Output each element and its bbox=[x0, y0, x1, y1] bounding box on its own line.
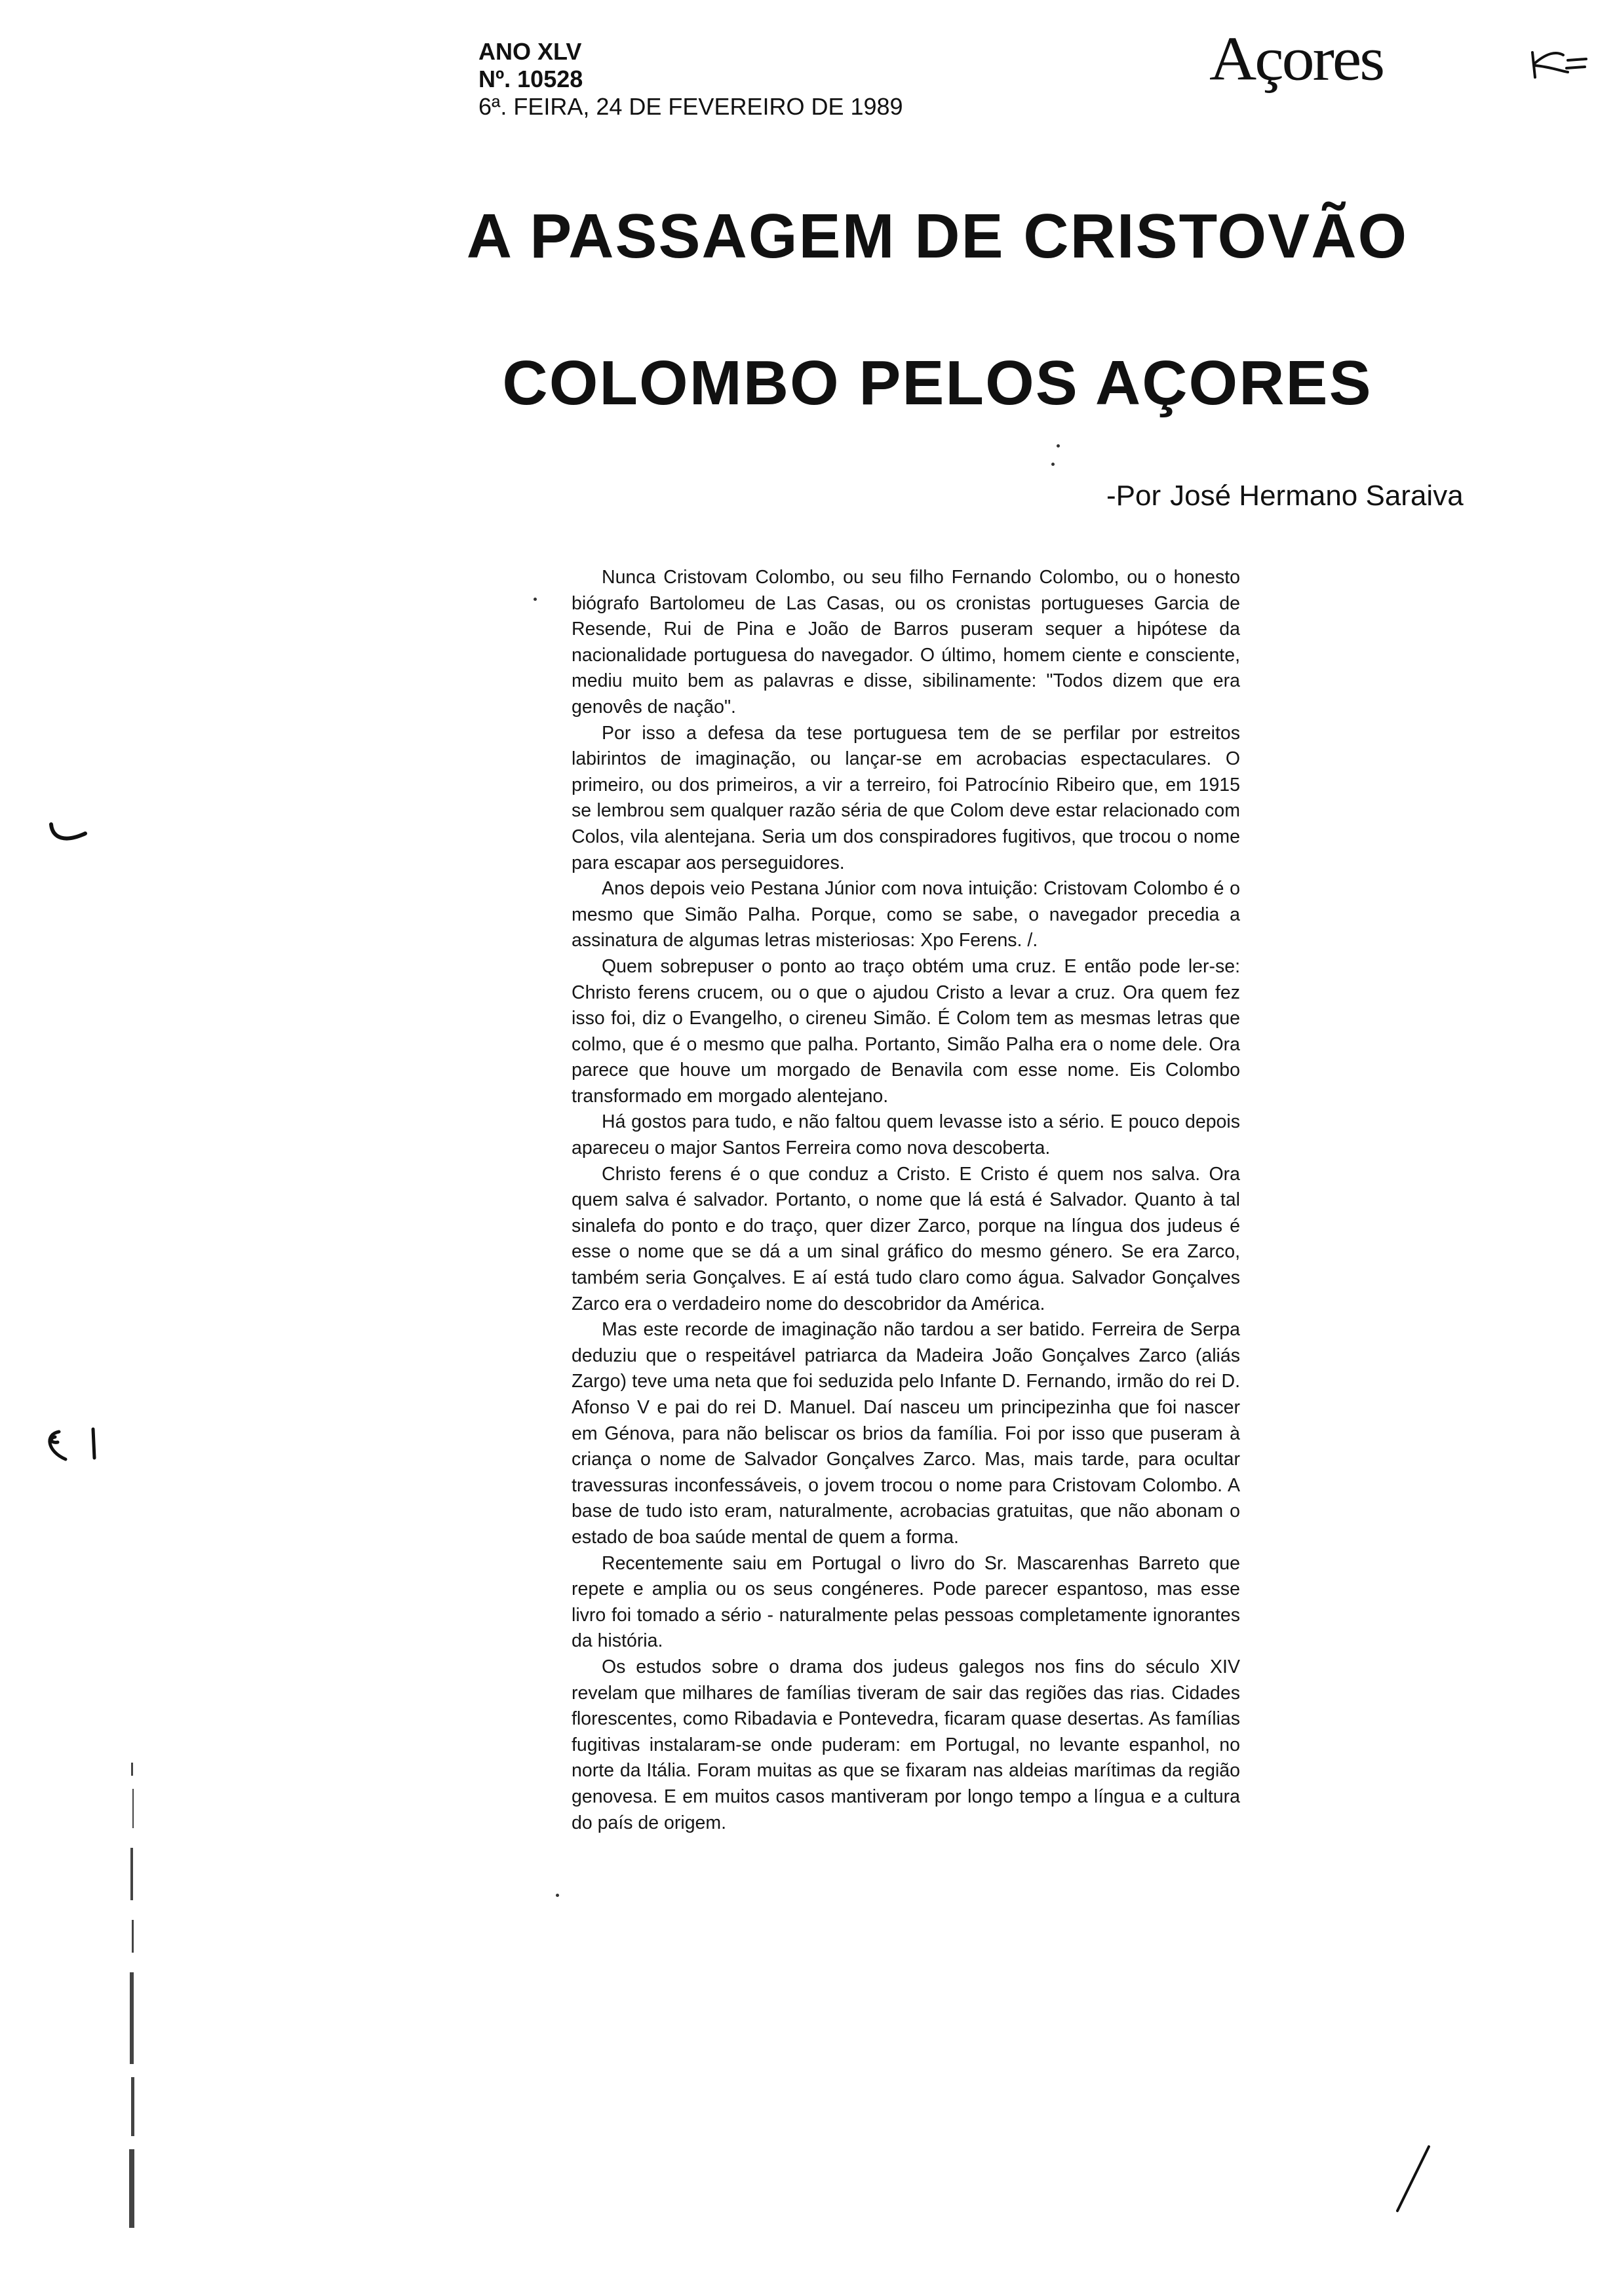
paragraph: Por isso a defesa da tese portuguesa tem de se perfilar por estreitos labirintos de imaginação, ou lançar-se em acrobacias espectaculares. O primeiro, ou dos primeiros, a vir a terreiro, foi Patrocínio Ribeiro que, em 1915 se lembrou sem qualquer razão séria de que Colom deve estar relacionado com Colos, vila alentejana. Seria um dos conspiradores fugitivos, que trocou o nome para escapar aos perseguidores. bbox=[572, 722, 1240, 873]
scan-speck bbox=[1057, 444, 1060, 448]
publication-name: Açores bbox=[1209, 24, 1384, 94]
year-line: ANO XLV bbox=[478, 38, 582, 65]
paragraph: Nunca Cristovam Colombo, ou seu filho Fernando Colombo, ou o honesto biógrafo Bartolomeu de Las Casas, ou os cronistas portugueses Garcia de Resende, Rui de Pina e João de Barros puseram sequer a hipótese da nacionalidade portuguesa do navegador. O último, homem ciente e consciente, mediu muito bem as palavras e disse, sibilinamente: "Todos dizem que era genovês de nação". bbox=[572, 567, 1240, 718]
pen-stroke-mark-icon bbox=[1390, 2143, 1435, 2215]
issue-number: Nº. 10528 bbox=[478, 66, 583, 92]
scan-speck bbox=[556, 1894, 559, 1897]
byline bbox=[1106, 480, 1464, 512]
scan-speck bbox=[1051, 463, 1055, 466]
paragraph: Anos depois veio Pestana Júnior com nova intuição: Cristovam Colombo é o mesmo que Simão Palha. Porque, como se sabe, o navegador precedia a assinatura de algumas letras misteriosas: Xpo Ferens. /. bbox=[572, 878, 1240, 951]
scan-edge-noise-icon bbox=[128, 1763, 138, 2234]
paragraph: Mas este recorde de imaginação não tardou a ser batido. Ferreira de Serpa deduziu que o respeitável patriarca da Madeira João Gonçalves Zarco (aliás Zargo) teve uma neta que foi seduzida pelo Infante D. Fernando, irmão do rei D. Afonso V e pai do rei D. Manuel. Daí nasceu um principezinha que foi nascer em Génova, para não beliscar os brios da família. Foi por isso que puseram à criança o nome de Salvador Gonçalves Zarco. Mas, mais tarde, para ocultar travessuras inconfessáveis, o jovem trocou o nome para Cristovam Colombo. A base de tudo isto eram, naturalmente, acrobacias gratuitas, que não abonam o estado de boa saúde mental de quem a forma. bbox=[572, 1319, 1240, 1548]
date-line: 6ª. FEIRA, 24 DE FEVEREIRO DE 1989 bbox=[478, 93, 903, 120]
paragraph: Quem sobrepuser o ponto ao traço obtém uma cruz. E então pode ler-se: Christo ferens crucem, ou o que o ajudou Cristo a levar a cruz. Ora quem fez isso foi, diz o Evangelho, o cireneu Simão. É Colom tem as mesmas letras que colmo, que é o mesmo que palha. Portanto, Simão Palha era o nome dele. Ora parece que houve um morgado de Benavila com esse nome. Eis Colombo transformado em morgado alentejano. bbox=[572, 955, 1240, 1107]
handwritten-mark-icon bbox=[1527, 46, 1589, 82]
headline-line-1: A PASSAGEM DE CRISTOVÃO bbox=[466, 201, 1409, 271]
headline bbox=[367, 197, 1508, 423]
headline-line-2: COLOMBO PELOS AÇORES bbox=[502, 348, 1372, 418]
paragraph: Recentemente saiu em Portugal o livro do Sr. Mascarenhas Barreto que repete e amplia ou os seus congéneres. Pode parecer espantoso, mas esse livro foi tomado a sério - naturalmente pelas pessoas completamente ignorantes da história. bbox=[572, 1552, 1240, 1652]
paragraph: Há gostos para tudo, e não faltou quem levasse isto a sério. E pouco depois apareceu o major Santos Ferreira como nova descoberta. bbox=[572, 1111, 1240, 1159]
byline-prefix: -Por bbox=[1106, 480, 1161, 512]
author-name: José Hermano Saraiva bbox=[1170, 480, 1464, 512]
paragraph: Os estudos sobre o drama dos judeus galegos nos fins do século XIV revelam que milhares de famílias tiveram de sair das regiões das rias. Cidades florescentes, como Ribadavia e Pontevedra, ficaram quase desertas. As famílias fugitivas instalaram-se onde puderam: em Portugal, no levante espanhol, no norte da Itália. Foram muitas as que se fixaram nas aldeias marítimas da região genovesa. E em muitos casos mantiveram por longo tempo a língua e a cultura do país de origem. bbox=[572, 1656, 1240, 1833]
article-body bbox=[572, 565, 1240, 1836]
paragraph: Christo ferens é o que conduz a Cristo. E Cristo é quem nos salva. Ora quem salva é salvador. Portanto, o nome que lá está é Salvador. Quanto à tal sinalefa do ponto e do traço, quer dizer Zarco, porque na língua dos judeus é esse o nome que se dá a um sinal gráfico do mesmo género. Se era Zarco, também seria Gonçalves. E aí está tudo claro como água. Salvador Gonçalves Zarco era o verdadeiro nome do descobridor da América. bbox=[572, 1163, 1240, 1314]
issue-info bbox=[478, 38, 903, 121]
margin-bracket-mark-icon bbox=[39, 1425, 98, 1471]
margin-hook-mark-icon bbox=[46, 819, 92, 852]
scan-speck bbox=[534, 598, 537, 601]
